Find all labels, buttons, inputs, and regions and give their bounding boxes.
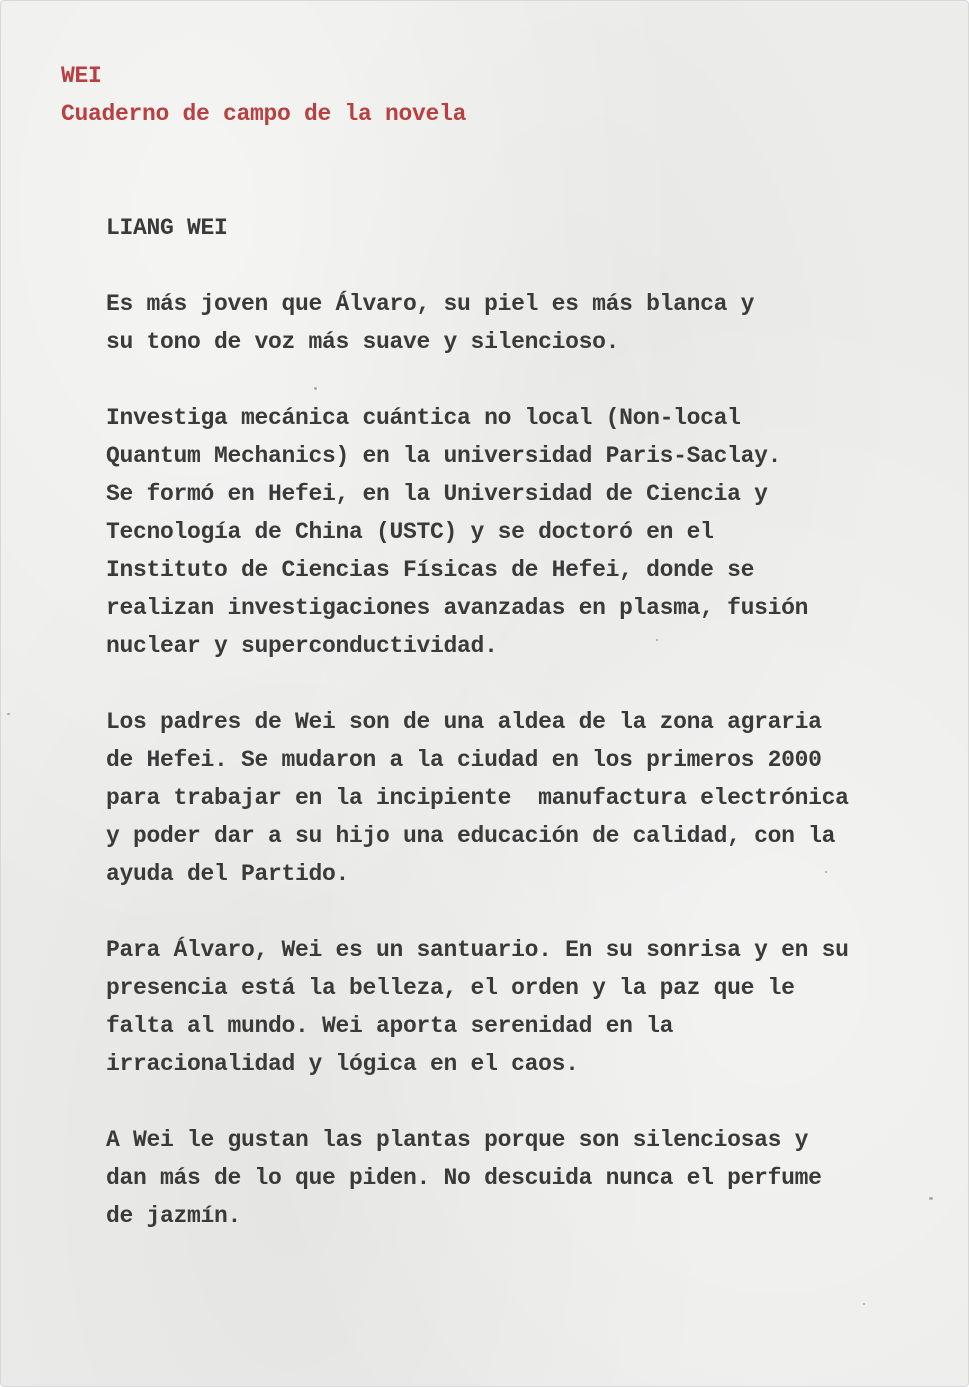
document-title: WEI bbox=[61, 63, 102, 89]
text-line: presencia está la belleza, el orden y la paz que le bbox=[106, 975, 795, 1001]
paragraph bbox=[106, 285, 906, 361]
paragraph bbox=[106, 1121, 906, 1235]
document-body bbox=[106, 209, 906, 1235]
paragraph-spacer bbox=[106, 893, 906, 931]
text-line: Tecnología de China (USTC) y se doctoró en el bbox=[106, 519, 714, 545]
paragraph bbox=[106, 703, 906, 893]
text-line: de Hefei. Se mudaron a la ciudad en los primeros 2000 bbox=[106, 747, 822, 773]
paper-speck bbox=[929, 1197, 933, 1200]
paragraph bbox=[106, 399, 906, 665]
document-subtitle: Cuaderno de campo de la novela bbox=[61, 101, 467, 127]
paragraph-spacer bbox=[106, 361, 906, 399]
paper-speck bbox=[863, 1303, 865, 1305]
text-line: ayuda del Partido. bbox=[106, 861, 350, 887]
text-line: y poder dar a su hijo una educación de calidad, con la bbox=[106, 823, 836, 849]
text-line: Para Álvaro, Wei es un santuario. En su sonrisa y en su bbox=[106, 937, 849, 963]
text-line: A Wei le gustan las plantas porque son silenciosas y bbox=[106, 1127, 809, 1153]
text-line: Quantum Mechanics) en la universidad Paris-Saclay. bbox=[106, 443, 782, 469]
paragraph-spacer bbox=[106, 665, 906, 703]
character-heading: LIANG WEI bbox=[106, 215, 228, 241]
text-line: dan más de lo que piden. No descuida nunca el perfume bbox=[106, 1165, 822, 1191]
text-line: Los padres de Wei son de una aldea de la zona agraria bbox=[106, 709, 822, 735]
paragraph-spacer bbox=[106, 1083, 906, 1121]
text-line: nuclear y superconductividad. bbox=[106, 633, 498, 659]
text-line: Instituto de Ciencias Físicas de Hefei, donde se bbox=[106, 557, 755, 583]
paragraph-spacer bbox=[106, 247, 906, 285]
text-line: su tono de voz más suave y silencioso. bbox=[106, 329, 620, 355]
paper-speck bbox=[7, 713, 10, 715]
text-line: Es más joven que Álvaro, su piel es más blanca y bbox=[106, 291, 755, 317]
text-line: Se formó en Hefei, en la Universidad de Ciencia y bbox=[106, 481, 768, 507]
text-line: de jazmín. bbox=[106, 1203, 242, 1229]
text-line: Investiga mecánica cuántica no local (Non-local bbox=[106, 405, 741, 431]
text-line: para trabajar en la incipiente manufactura electrónica bbox=[106, 785, 849, 811]
text-line: realizan investigaciones avanzadas en plasma, fusión bbox=[106, 595, 809, 621]
text-line: falta al mundo. Wei aporta serenidad en la bbox=[106, 1013, 674, 1039]
page-header bbox=[61, 57, 466, 133]
paragraph bbox=[106, 931, 906, 1083]
text-line: irracionalidad y lógica en el caos. bbox=[106, 1051, 579, 1077]
